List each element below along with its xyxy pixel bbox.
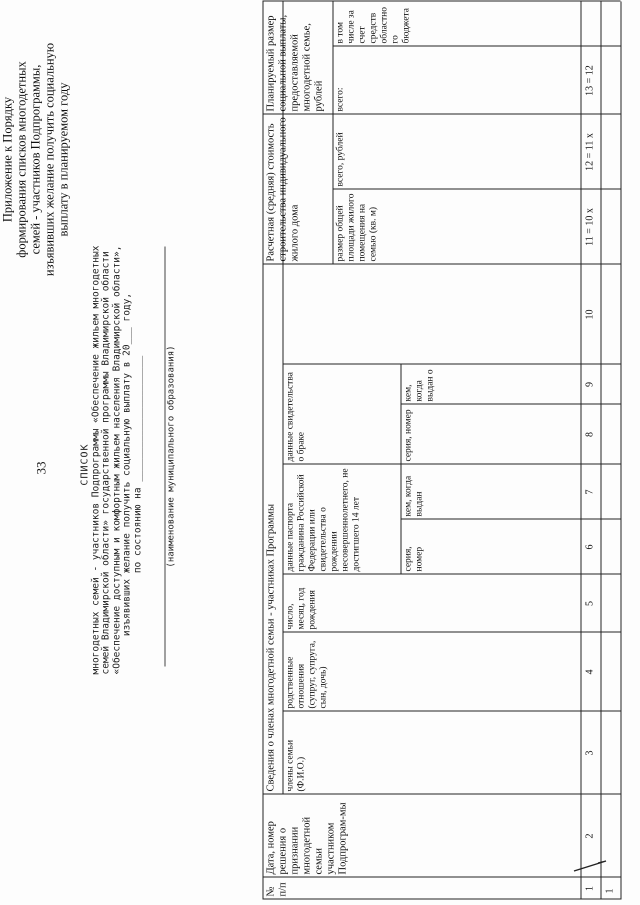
header-fio: члены семьи (Ф.И.О.) bbox=[285, 739, 307, 792]
column-number: 13 = 12 bbox=[584, 65, 596, 96]
column-number: 3 bbox=[584, 750, 596, 756]
appendix-line: семей - участников Подпрограммы, bbox=[28, 64, 43, 255]
heading-line: изъявивших желание получить социальную выплату в 20___ году, bbox=[121, 292, 133, 637]
column-number: 6 bbox=[584, 544, 596, 550]
header-relation: родственные отношения (супруг, супруга, сын, дочь) bbox=[285, 640, 329, 709]
rotated-landscape-page bbox=[1, 0, 640, 905]
header-marriage-series: серия, номер bbox=[403, 409, 414, 462]
appendix-line: изъявивших желание получить социальную bbox=[42, 42, 57, 277]
header-area: размер общей площади жилого помещения на семью (кв. м) bbox=[335, 193, 379, 262]
header-passport-series: серия, номер bbox=[403, 546, 425, 572]
appendix-line: Приложение к Порядку bbox=[0, 96, 15, 223]
header-passport-issued: кем, когда выдан bbox=[403, 475, 425, 517]
pen-mark bbox=[572, 857, 608, 873]
column-number: 8 bbox=[584, 432, 596, 437]
column-number: 2 bbox=[584, 833, 596, 839]
header-regional-budget: в том числе за счет средств областно го бюджета bbox=[335, 6, 412, 44]
header-birth: число, месяц, год рождения bbox=[285, 587, 318, 630]
heading-line: семей Владимирской области» государственной программы Владимирской области bbox=[100, 251, 112, 675]
heading-line: по состоянию на ______________________ bbox=[132, 355, 143, 574]
column-number: 12 = 11 x bbox=[584, 133, 596, 171]
column-number: 9 bbox=[584, 382, 596, 387]
list-title: СПИСОК bbox=[79, 443, 91, 486]
column-number: 10 bbox=[584, 309, 596, 320]
header-estimated-cost: Расчетная (средняя) стоимость строительства индивидуального жилого дома bbox=[265, 117, 301, 262]
header-number: № п/п bbox=[265, 882, 289, 897]
header-total: всего: bbox=[335, 87, 346, 112]
municipality-underline bbox=[165, 247, 166, 667]
heading-line: многодетных семей - участников Подпрограммы «Обеспечение жильем многодетных bbox=[90, 245, 101, 675]
column-number: 11 = 10 x bbox=[584, 208, 596, 246]
row-number: 1 bbox=[604, 888, 616, 894]
header-marriage: данные свидетельства о браке bbox=[285, 372, 307, 462]
municipality-caption: (наименование муниципального образования) bbox=[166, 345, 177, 568]
header-decision: Дата, номер решения о признании многодетной семьи участником Подпрограм-мы bbox=[265, 802, 349, 875]
appendix-line: формирования списков многодетных bbox=[14, 61, 29, 258]
list-heading bbox=[79, 245, 144, 675]
column-number: 7 bbox=[584, 489, 596, 495]
heading-line: «Обеспечение доступным и комфортным жильем населения Владимирской области», bbox=[111, 245, 122, 675]
header-marriage-issued: кем, когда выдан о bbox=[403, 369, 436, 402]
appendix-line: выплату в планируемом году bbox=[56, 82, 71, 237]
appendix-note bbox=[1, 0, 71, 320]
column-number: 5 bbox=[584, 601, 596, 606]
page-number: 33 bbox=[33, 461, 49, 475]
header-passport: данные паспорта гражданина Российской Федерации или свидетельства о рождении несовершеннолетнего, не достигшего 14 лет bbox=[285, 468, 362, 572]
column-number: 1 bbox=[584, 886, 596, 891]
header-members: Сведения о членах многодетной семьи - участниках Программы bbox=[265, 503, 277, 792]
header-total-rub: всего, рублей bbox=[335, 132, 346, 187]
header-planned-payment: Планируемый размер социальной выплаты, предоставляемой многодетной семье, рублей bbox=[265, 14, 325, 112]
column-number: 4 bbox=[584, 669, 596, 675]
